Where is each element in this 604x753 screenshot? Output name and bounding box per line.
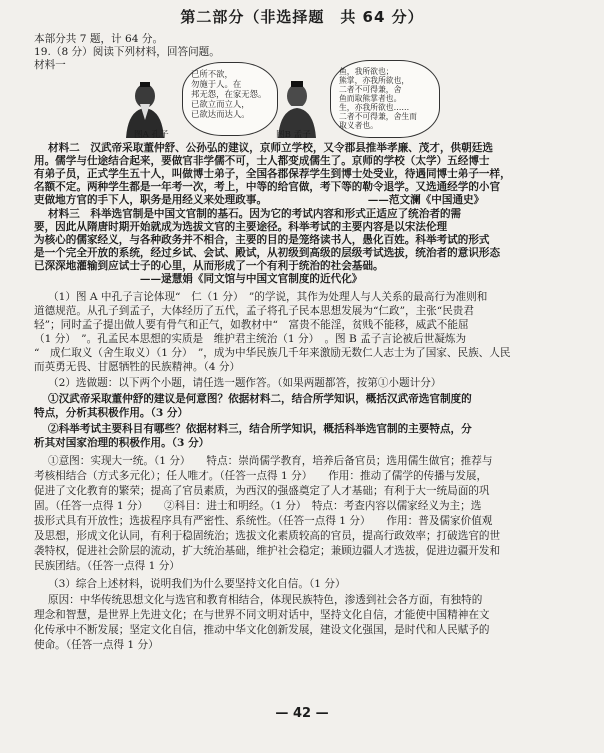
confucius-speech-bubble: 已所不欲， 勿施于人。在 邦无怨，在家无怨。 已欲立而立人， 已欲达而达人。 (182, 62, 278, 136)
answer-2-line: 考核相结合（方式多元化）；任人唯才。（任答一点得 1 分） 作用：推动了儒学的传播与发展， (34, 470, 488, 482)
answer-3-line: 使命。（任答一点得 1 分） (34, 639, 159, 651)
material-2-line: 有弟子员，正式学生五十人，叫做博士弟子，全国各郡保荐学生到博士处受业，待遇同博士弟子一样， (34, 168, 511, 180)
section-count: 本部分共 7 题，计 64 分。 (34, 33, 164, 45)
material-2-line: 用。儒学与仕途结合起来，要做官非学儒不可，士人都变成儒生了。京师的学校（太学）五经博士 (34, 155, 490, 167)
answer-2-question-1: 特点，分析其积极作用。（3 分） (34, 407, 189, 419)
figure-a-caption: 图A 孔子 (134, 130, 169, 140)
mencius-speech-bubble: 鱼，我所欲也； 熊掌，亦我所欲也， 二者不可得兼，舍 鱼而取熊掌者也。 生，亦我所欲也…… 二者不可得兼，舍生而 取义者也。 (330, 60, 440, 138)
material-3-source: ——逯慧娟《同文馆与中国文官制度的近代化》 (34, 273, 363, 285)
material-3-line: 为核心的儒家经义，与各种政务并不相合，主要的目的是笼络读书人，愚化百姓。科举考试的形式 (34, 234, 490, 246)
answer-3-question: （3）综合上述材料，说明我们为什么要坚持文化自信。（1 分） (48, 578, 346, 590)
answer-2-line: ①意图：实现大一统。（1 分） 特点：崇尚儒学教育，培养后备官员；选用儒生做官；推荐与 (48, 455, 493, 467)
answer-2-intro: （2）选做题：以下两个小题，请任选一题作答。（如果两题都答，按第①小题计分） (48, 377, 442, 389)
question-19-heading: 19.（8 分）阅读下列材料，回答问题。 (34, 46, 220, 58)
material-2-line: 吏做地方官的手下人，职务是用经义来处理政事。 ——范文澜《中国通史》 (34, 194, 485, 206)
answer-2-question-1: ①汉武帝采取董仲舒的建议是何意图？依据材料二，结合所学知识，概括汉武帝选官制度的 (48, 393, 472, 405)
answer-1-line: （1）图 A 中孔子言论体现“ 仁（1 分） ”的学说，其作为处理人与人关系的最高行为准则和 (48, 291, 488, 303)
figure-b (272, 62, 442, 140)
figure-b-caption: 图B 孟子 (276, 130, 311, 140)
figure-a (120, 62, 280, 140)
answer-3-line: 原因：中华传统思想文化与选官和教育相结合，体现民族特色，渗透到社会各方面，有独特的 (48, 594, 483, 606)
material-3-line: 已深深地灌输到应试士子的心里，从而形成了一个有利于统治的社会基础。 (34, 260, 384, 272)
material-1-label: 材料一 (34, 59, 66, 71)
answer-2-line: 促进了文化教育的繁荣；提高了官员素质，为西汉的强盛奠定了人才基础；有利于大一统局面的巩 (34, 485, 490, 497)
answer-3-line: 理念和智慧，是世界上先进文化；在与世界不同文明对话中，坚持文化自信，才能使中国精神在文 (34, 609, 490, 621)
material-2-line: 名额不定。两种学生都是一年考一次，考上，中等的给官做，考下等的勒令退学。又选通经学的小官 (34, 181, 501, 193)
material-3-line: 要，因此从隋唐时期开始就成为选拔文官的主要途径。科举考试的主要内容是以宋法伦理 (34, 221, 448, 233)
answer-2-question-2: ②科举考试主要科目有哪些？依据材料三，结合所学知识，概括科举选官制的主要特点，分 (48, 423, 472, 435)
answer-2-line: 拔形式具有开放性；选拔程序具有严密性、系统性。（任答一点得 1 分） 作用：普及儒家价值观 (34, 515, 493, 527)
material-3-line: 材料三 科举选官制是中国文官制的基石。因为它的考试内容和形式正适应了统治者的需 (48, 208, 462, 220)
answer-2-line: 民族团结。（任答一点得 1 分） (34, 560, 180, 572)
material-3-line: 是一个完全开放的系统，经过乡试、会试、殿试，从初级到高级的层级考试选拔，统治者的意识形态 (34, 247, 501, 259)
answer-3-line: 化传承中不断发展；坚定文化自信，推动中华文化创新发展，建设文化强国，是时代和人民赋予的 (34, 624, 490, 636)
page-number: — 42 — (275, 706, 329, 721)
answer-2-line: 固。（任答一点得 1 分） ②科目：进士和明经。（1 分） 特点：考查内容以儒家经义为主；选 (34, 500, 482, 512)
answer-1-line: 轻”；同时孟子提出做人要有骨气和正气，如教材中“ 富贵不能淫，贫贱不能移，威武不能屈 (34, 319, 469, 331)
answer-1-line: 道德规范。从孔子到孟子，大体经历了五代，孟子将孔子民本思想发展为“仁政”，主张“民贵君 (34, 305, 474, 317)
answer-2-question-2: 析其对国家治理的积极作用。（3 分） (34, 437, 210, 449)
material-2-line: 材料二 汉武帝采取董仲舒、公孙弘的建议，京师立学校，又令郡县推举孝廉、茂才，供朝廷选 (48, 142, 493, 154)
answer-2-line: 袭特权，促进社会阶层的流动，扩大统治基础，维护社会稳定；兼顾边疆人才选拔，促进边疆开发和 (34, 545, 501, 557)
section-title: 第二部分（非选择题 共 64 分） (180, 8, 424, 26)
answer-1-line: （1 分） ”。孔孟民本思想的实质是 维护君主统治（1 分） 。图 B 孟子言论被后世凝炼为 (34, 333, 467, 345)
answer-1-line: 而英勇无畏、甘愿牺牲的民族精神。（4 分） (34, 361, 241, 373)
answer-1-line: “ 成仁取义（舍生取义）（1 分） ”，成为中华民族几千年来激励无数仁人志士为了国家、民族、人民 (34, 347, 511, 359)
answer-2-line: 及思想，形成文化认同，有利于稳固统治；选拔文化素质较高的官员，提高行政效率；打破选官的世 (34, 530, 501, 542)
